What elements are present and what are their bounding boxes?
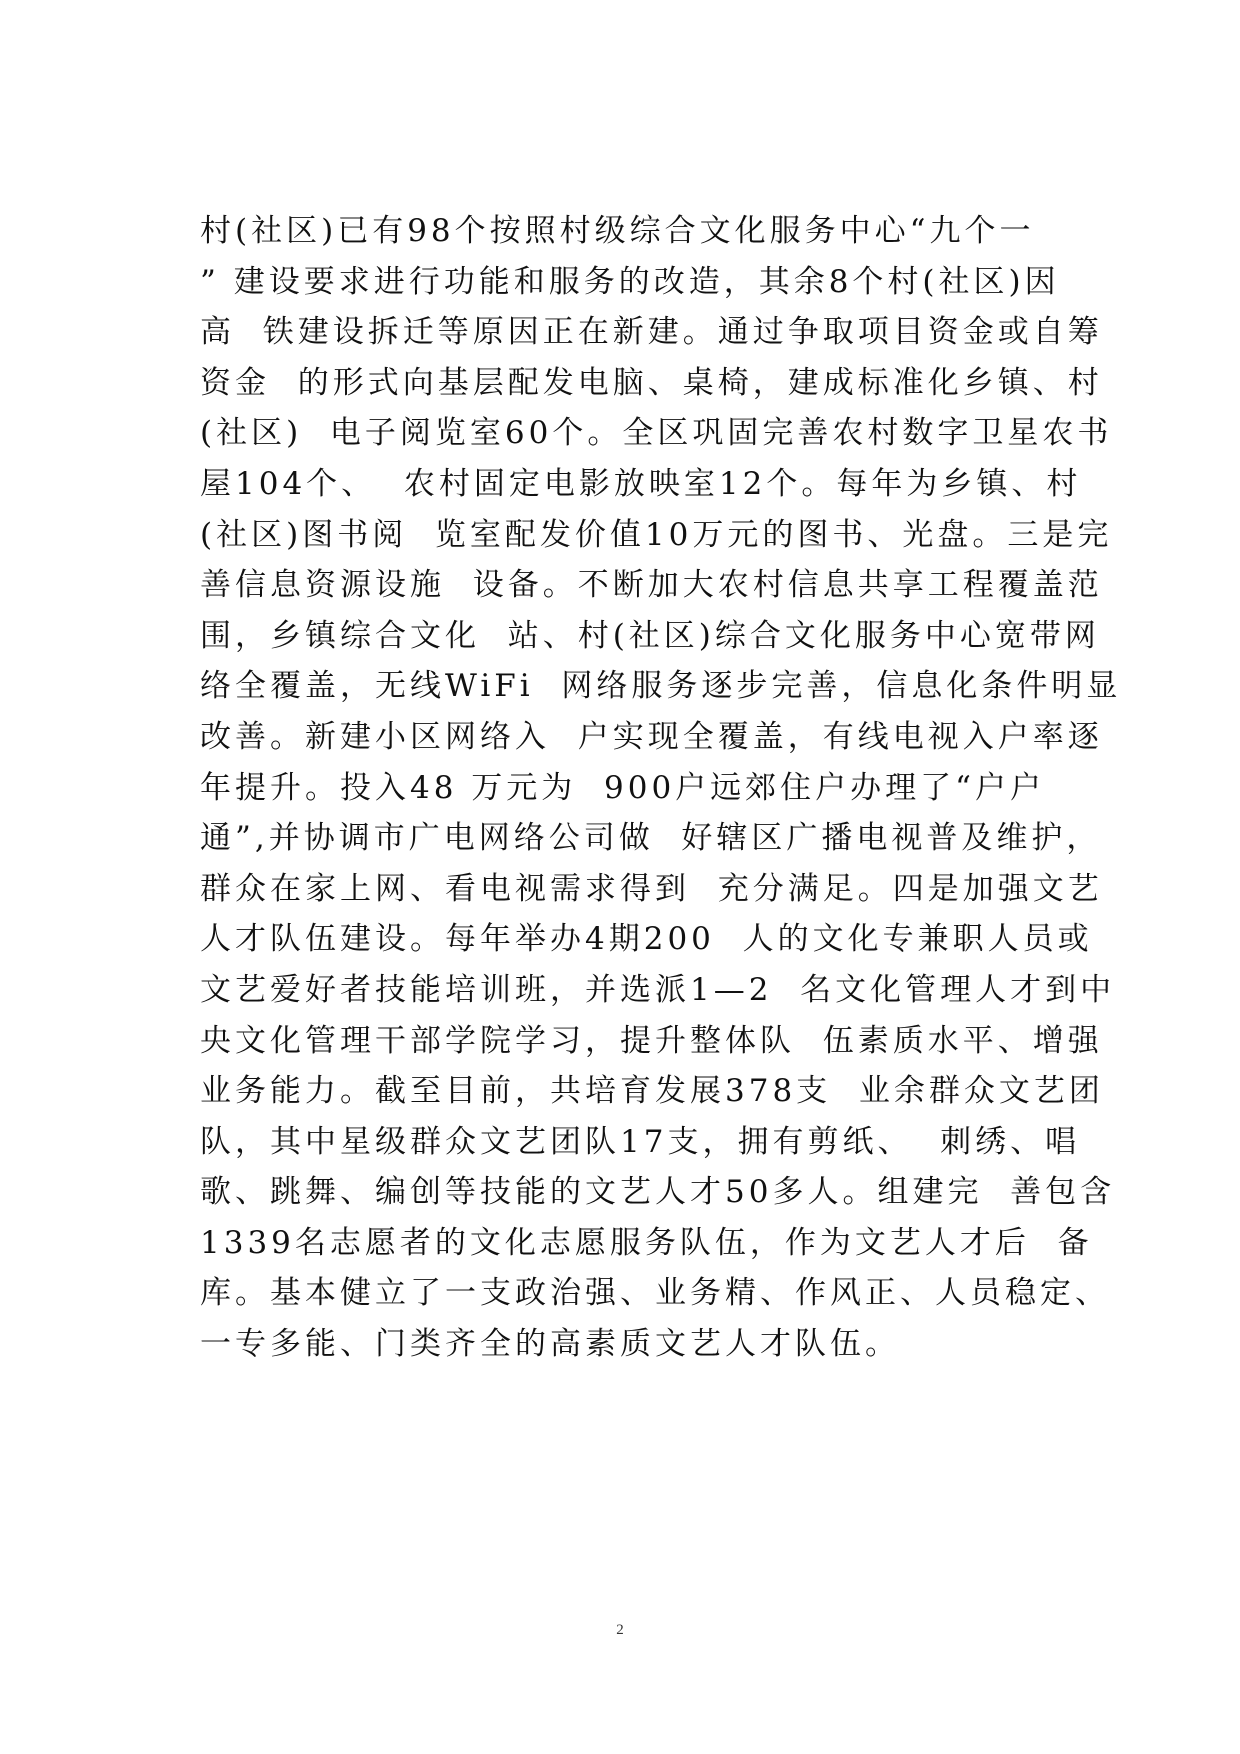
text-line: 资金 的形式向基层配发电脑、桌椅，建成标准化乡镇、村 (200, 364, 1103, 401)
text-line: 人才队伍建设。每年举办4期200 人的文化专兼职人员或 (200, 921, 1093, 958)
text-line: 库。基本健立了一支政治强、业务精、作风正、人员稳定、 (200, 1275, 1110, 1312)
text-line: (社区) 电子阅览室60个。全区巩固完善农村数字卫星农书 (200, 415, 1113, 452)
text-line: 队，其中星级群众文艺团队17支，拥有剪纸、 刺绣、唱 (200, 1123, 1081, 1160)
text-line: 年提升。投入48 万元为 900户远郊住户办理了“户户 (200, 769, 1046, 806)
text-line: 业务能力。截至目前，共培育发展378支 业余群众文艺团 (200, 1073, 1104, 1110)
text-line: 央文化管理干部学院学习，提升整体队 伍素质水平、增强 (200, 1022, 1103, 1059)
text-line: 村(社区)已有98个按照村级综合文化服务中心“九个一 (200, 213, 1035, 249)
text-line: 通”,并协调市广电网络公司做 好辖区广播电视普及维护， (200, 820, 1102, 857)
body-paragraph (200, 206, 1122, 1370)
text-line: 屋104个、 农村固定电影放映室12个。每年为乡镇、村 (200, 465, 1082, 502)
text-line: 歌、跳舞、编创等技能的文艺人才50多人。组建完 善包含 (200, 1174, 1116, 1211)
page-number: 2 (616, 1622, 624, 1638)
text-line: 围，乡镇综合文化 站、村(社区)综合文化服务中心宽带网 (200, 617, 1100, 654)
text-line: 文艺爱好者技能培训班，并选派1—2 名文化管理人才到中 (200, 971, 1116, 1008)
text-line: 高 铁建设拆迁等原因正在新建。通过争取项目资金或自筹 (200, 314, 1103, 351)
text-line: 一专多能、门类齐全的高素质文艺人才队伍。 (200, 1326, 900, 1363)
text-line: 群众在家上网、看电视需求得到 充分满足。四是加强文艺 (200, 870, 1103, 907)
text-line: ” 建设要求进行功能和服务的改造，其余8个村(社区)因 (200, 263, 1060, 300)
text-line: 1339名志愿者的文化志愿服务队伍，作为文艺人才后 备 (200, 1224, 1093, 1261)
text-line: (社区)图书阅 览室配发价值10万元的图书、光盘。三是完 (200, 516, 1113, 553)
text-line: 络全覆盖，无线WiFi 网络服务逐步完善，信息化条件明显 (200, 668, 1122, 705)
text-line: 善信息资源设施 设备。不断加大农村信息共享工程覆盖范 (200, 567, 1103, 604)
text-line: 改善。新建小区网络入 户实现全覆盖，有线电视入户率逐 (200, 718, 1103, 755)
